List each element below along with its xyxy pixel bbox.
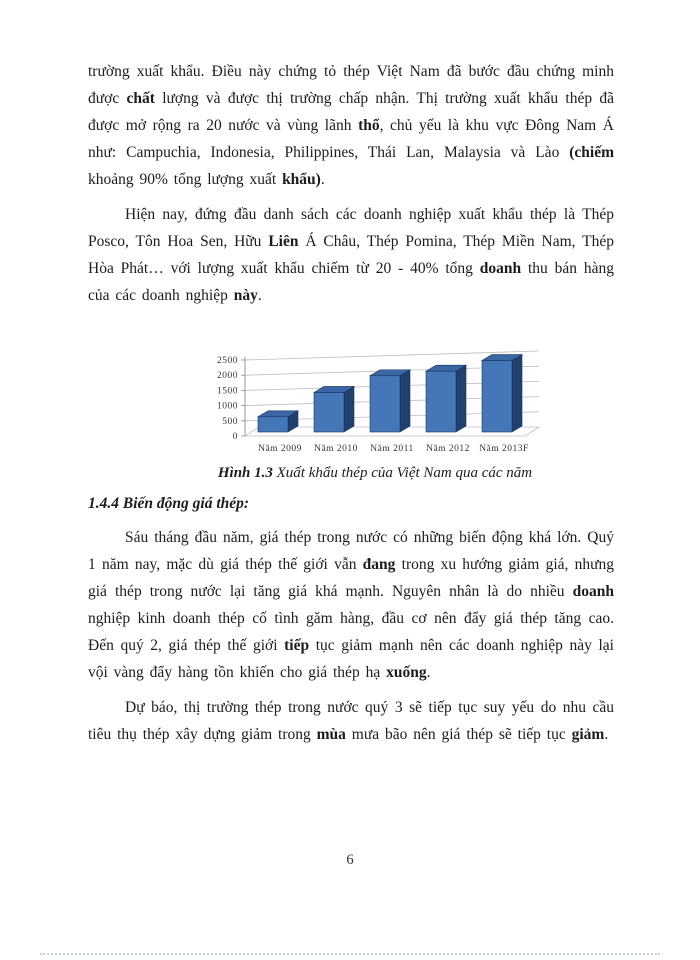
chart-category-label: Năm 2010 [314,444,358,454]
chart-bar-side [456,365,466,432]
text-run: này [233,287,258,304]
text-run: trường xuất khẩu. Điều này chứng tỏ thép Việt Nam đã bước đầu chứng minh được [88,63,614,107]
figure-steel-export [88,331,614,483]
text-run: thổ [358,117,380,134]
section-heading-1-4-4: 1.4.4 Biến động giá thép: [88,495,250,512]
chart-bar [426,371,456,432]
text-run: . [320,171,325,188]
figure-caption [195,463,555,483]
bottom-dotted-separator [40,953,660,955]
text-run: Liên [268,233,299,250]
chart-category-label: Năm 2011 [370,444,414,454]
text-run: lượng và được thị trường chấp nhận. Thị trường xuất khẩu thép đã được mở rộng ra 20 nước và vùng lãnh [88,90,614,134]
text-run: Hiện nay, đứng đầu danh sách các doanh nghiệp xuất khẩu thép là Thép Posco, Tôn Hoa Sen, Hữu [88,206,614,250]
text-run: mưa bão nên giá thép sẽ tiếp tục [345,726,572,743]
paragraph-forecast [88,694,614,748]
text-run: chất [126,90,155,107]
chart-ytick-label: 2500 [217,356,238,366]
chart-bar [370,376,400,432]
bar-chart-svg [195,331,555,459]
text-run: . [257,287,262,304]
figure-caption-text: Xuất khẩu thép của Việt Nam qua các năm [272,465,533,481]
text-run: Dự báo, thị trường thép trong nước quý 3 sẽ tiếp tục suy yếu do nhu cầu tiêu thụ thép xây dựng giảm trong [88,699,614,743]
chart-category-label: Năm 2009 [258,444,302,454]
chart-bar [258,417,288,432]
text-run: . [604,726,609,743]
chart-bar-side [344,386,354,432]
text-run: đang [362,556,396,573]
page-number: 6 [346,852,354,868]
text-run: giảm [571,726,605,743]
text-run: thu bán hàng của các doanh nghiệp [88,260,614,304]
chart-ytick-label: 1000 [217,401,238,412]
text-run: xuống [386,664,427,681]
text-run: tiếp [284,637,310,654]
chart-bar [314,392,344,432]
chart-category-label: Năm 2012 [426,444,470,454]
text-run: khẩu) [282,171,321,188]
chart-ytick-label: 500 [222,416,238,427]
figure-caption-label: Hình 1.3 [217,465,273,481]
text-run: nghiệp kinh doanh thép cố tình găm hàng, đầu cơ nên đẩy giá thép tăng cao. Đến quý 2, giá thép thế giới [88,610,614,654]
text-run: Á Châu, Thép Pomina, Thép Miền Nam, Thép Hòa Phát… với lượng xuất khẩu chiếm từ 20 - 40% tổng [88,233,614,277]
text-run: doanh [479,260,522,277]
chart-bar-side [400,370,410,432]
paragraph-price-fluctuation [88,524,614,686]
text-run: . [426,664,431,681]
chart-category-label: Năm 2013F [479,444,529,454]
chart-ytick-label: 2000 [217,371,238,382]
chart-ytick-label: 1500 [217,386,238,397]
chart-bar [482,361,512,432]
steel-export-chart [195,331,555,459]
text-run: khoảng 90% tổng lượng xuất [88,171,283,188]
page-content [88,58,614,756]
paragraph-export-market [88,58,614,193]
text-run: (chiếm [569,144,614,161]
text-run: Sáu tháng đầu năm, giá thép trong nước có những biến động khá lớn. Quý 1 năm nay, mặc dù giá thép thế giới vẫn [88,529,614,573]
text-run: , chủ yếu là khu vực Đông Nam Á như: Campuchia, Indonesia, Philippines, Thái Lan, Malaysia và Lào [88,117,614,161]
text-run: tục giảm mạnh nên các doanh nghiệp này lại vội vàng đẩy hàng tồn khiến cho giá thép hạ [88,637,614,681]
chart-bar-side [512,355,522,432]
text-run: mùa [316,726,346,743]
text-run: trong xu hướng giảm giá, nhưng giá thép trong nước lại tăng giá khá mạnh. Nguyên nhân là do nhiều [88,556,614,600]
chart-ytick-label: 0 [232,432,238,442]
text-run: doanh [572,583,614,600]
paragraph-top-exporters [88,201,614,309]
